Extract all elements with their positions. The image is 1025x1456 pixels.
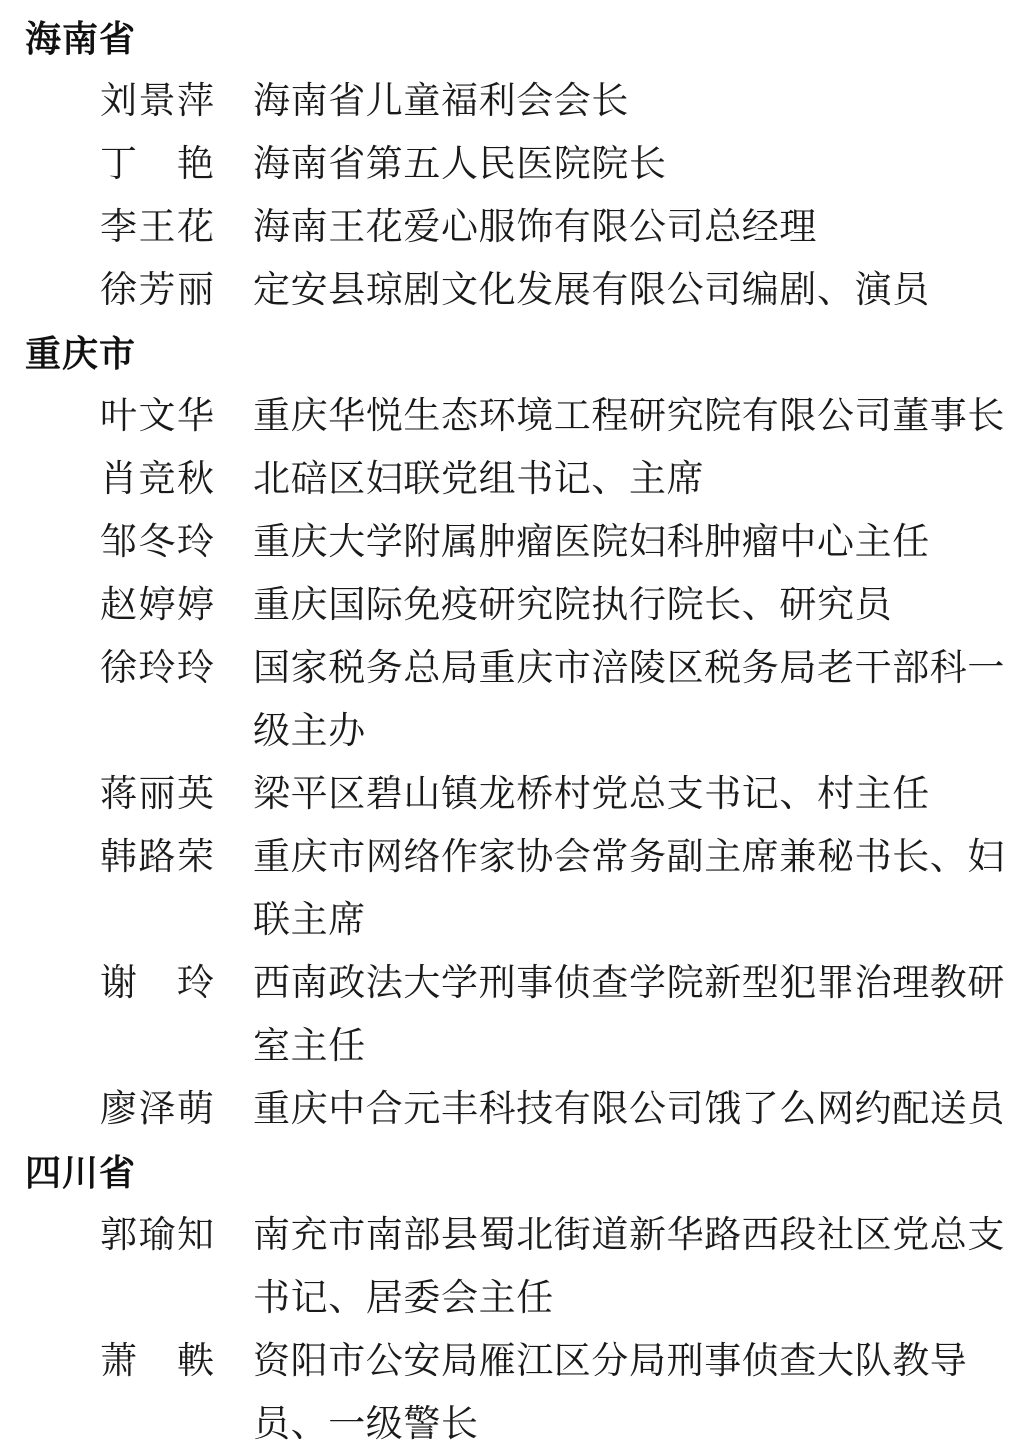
title-line: 海南王花爱心服饰有限公司总经理 [253, 207, 817, 248]
entry-name: 李王花 [100, 207, 214, 248]
entry-name: 徐芳丽 [100, 270, 214, 311]
entry-name: 廖泽萌 [100, 1089, 214, 1130]
entry-row [25, 511, 1025, 574]
entry-row [25, 448, 1025, 511]
entry-name: 徐玲玲 [100, 648, 214, 689]
title-line: 室主任 [253, 1026, 366, 1067]
title-line: 定安县琼剧文化发展有限公司编剧、演员 [253, 270, 930, 311]
title-line: 资阳市公安局雁江区分局刑事侦查大队教导 [253, 1341, 968, 1382]
entry-title [253, 763, 1025, 826]
entry-title [253, 952, 1025, 1078]
entry-name: 蒋丽英 [100, 774, 214, 815]
entry-name: 韩路荣 [100, 837, 214, 878]
title-line: 重庆国际免疫研究院执行院长、研究员 [253, 585, 893, 626]
entry-row [25, 259, 1025, 322]
title-line: 重庆大学附属肿瘤医院妇科肿瘤中心主任 [253, 522, 930, 563]
section-header: 海南省 [25, 18, 137, 59]
entry-title [253, 574, 1025, 637]
entry-title [253, 70, 1025, 133]
title-line: 重庆华悦生态环境工程研究院有限公司董事长 [253, 396, 1005, 437]
entry-name: 邹冬玲 [100, 522, 214, 563]
entry-title [253, 511, 1025, 574]
entry-row [25, 1078, 1025, 1141]
entry-title [253, 1078, 1025, 1141]
entry-title [253, 385, 1025, 448]
entry-row [25, 826, 1025, 952]
entry-name: 赵婷婷 [100, 585, 214, 626]
entry-row [25, 385, 1025, 448]
title-line: 重庆市网络作家协会常务副主席兼秘书长、妇 [253, 837, 1005, 878]
title-line: 书记、居委会主任 [253, 1278, 554, 1319]
title-line: 北碚区妇联党组书记、主席 [253, 459, 705, 500]
entry-title [253, 1204, 1025, 1330]
title-line: 联主席 [253, 900, 366, 941]
entry-row [25, 637, 1025, 763]
entry-title [253, 1330, 1025, 1456]
entry-name: 叶文华 [100, 396, 214, 437]
title-line: 国家税务总局重庆市涪陵区税务局老干部科一 [253, 648, 1005, 689]
title-line: 海南省第五人民医院院长 [253, 144, 667, 185]
entry-title [253, 196, 1025, 259]
entry-row [25, 1330, 1025, 1456]
entry-row [25, 574, 1025, 637]
entry-row [25, 1204, 1025, 1330]
entry-title [253, 259, 1025, 322]
entry-row [25, 196, 1025, 259]
entry-name: 郭瑜知 [100, 1215, 214, 1256]
entry-row [25, 763, 1025, 826]
section-header: 重庆市 [25, 333, 137, 374]
entry-name: 刘景萍 [100, 81, 214, 122]
entry-title [253, 133, 1025, 196]
title-line: 南充市南部县蜀北街道新华路西段社区党总支 [253, 1215, 1005, 1256]
section-header: 四川省 [25, 1152, 137, 1193]
title-line: 海南省儿童福利会会长 [253, 81, 629, 122]
entry-row [25, 952, 1025, 1078]
title-line: 梁平区碧山镇龙桥村党总支书记、村主任 [253, 774, 930, 815]
entry-name: 谢玲 [100, 963, 214, 1004]
title-line: 级主办 [253, 711, 366, 752]
entry-row [25, 70, 1025, 133]
entry-name: 肖竞秋 [100, 459, 214, 500]
entry-title [253, 826, 1025, 952]
title-line: 西南政法大学刑事侦查学院新型犯罪治理教研 [253, 963, 1005, 1004]
entry-name: 萧軼 [100, 1341, 214, 1382]
entry-title [253, 448, 1025, 511]
entry-title [253, 637, 1025, 763]
title-line: 重庆中合元丰科技有限公司饿了么网约配送员 [253, 1089, 1005, 1130]
title-line: 员、一级警长 [253, 1404, 479, 1445]
entry-name: 丁艳 [100, 144, 214, 185]
honor-list [25, 7, 1025, 1456]
entry-row [25, 133, 1025, 196]
